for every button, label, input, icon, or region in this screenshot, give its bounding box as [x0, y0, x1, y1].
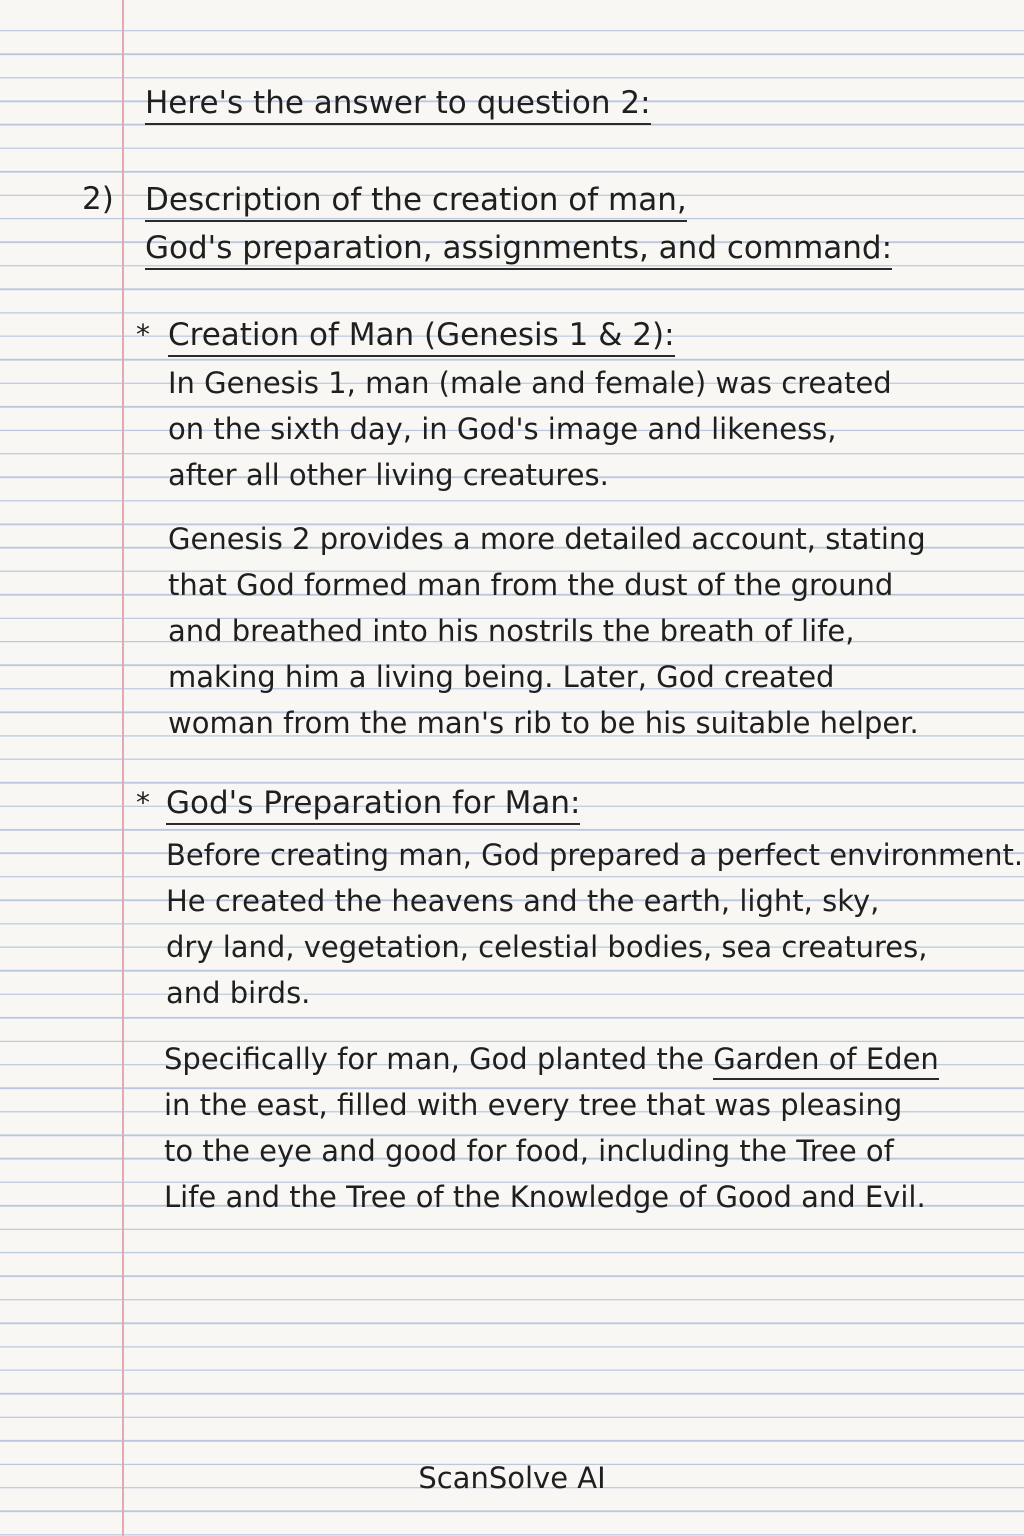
- text-line: to the eye and good for food, including the Tree of: [164, 1134, 894, 1168]
- text-line: Genesis 2 provides a more detailed account, stating: [168, 522, 926, 556]
- footer-brand: ScanSolve AI: [418, 1461, 606, 1495]
- paragraph-preparation-1: [166, 832, 1023, 1016]
- text-line: and birds.: [166, 976, 311, 1010]
- answer-heading-text: Here's the answer to question 2:: [145, 85, 651, 125]
- text-fragment: Specifically for man, God planted the: [164, 1042, 704, 1076]
- text-line: Life and the Tree of the Knowledge of Good and Evil.: [164, 1180, 926, 1214]
- question-title-line-2: God's preparation, assignments, and command:: [145, 230, 892, 270]
- bullet-asterisk-icon: *: [136, 786, 150, 819]
- paragraph-creation-2: [168, 516, 926, 746]
- text-line: that God formed man from the dust of the ground: [168, 568, 894, 602]
- paragraph-preparation-2: [164, 1036, 939, 1220]
- bullet-asterisk-icon: *: [136, 318, 150, 351]
- text-line: woman from the man's rib to be his suitable helper.: [168, 706, 919, 740]
- text-line: Before creating man, God prepared a perfect environment.: [166, 838, 1024, 872]
- text-line: dry land, vegetation, celestial bodies, sea creatures,: [166, 930, 928, 964]
- section-heading-preparation: [166, 780, 580, 826]
- answer-heading: [145, 80, 651, 126]
- question-title-line-1: Description of the creation of man,: [145, 182, 687, 222]
- question-title: [145, 176, 892, 272]
- garden-of-eden-highlight: Garden of Eden: [713, 1042, 939, 1080]
- text-line: in the east, filled with every tree that was pleasing: [164, 1088, 903, 1122]
- paragraph-creation-1: [168, 360, 892, 498]
- text-line: In Genesis 1, man (male and female) was created: [168, 366, 892, 400]
- text-line: on the sixth day, in God's image and likeness,: [168, 412, 837, 446]
- margin-line: [122, 0, 124, 1536]
- text-line: and breathed into his nostrils the breath of life,: [168, 614, 855, 648]
- text-line: making him a living being. Later, God created: [168, 660, 835, 694]
- section-heading-creation: [168, 312, 675, 358]
- text-line: after all other living creatures.: [168, 458, 609, 492]
- text-line: He created the heavens and the earth, light, sky,: [166, 884, 880, 918]
- section-heading-creation-text: Creation of Man (Genesis 1 & 2):: [168, 317, 675, 357]
- section-heading-preparation-text: God's Preparation for Man:: [166, 785, 580, 825]
- text-line-with-highlight: [164, 1036, 939, 1082]
- question-number: 2): [82, 181, 114, 217]
